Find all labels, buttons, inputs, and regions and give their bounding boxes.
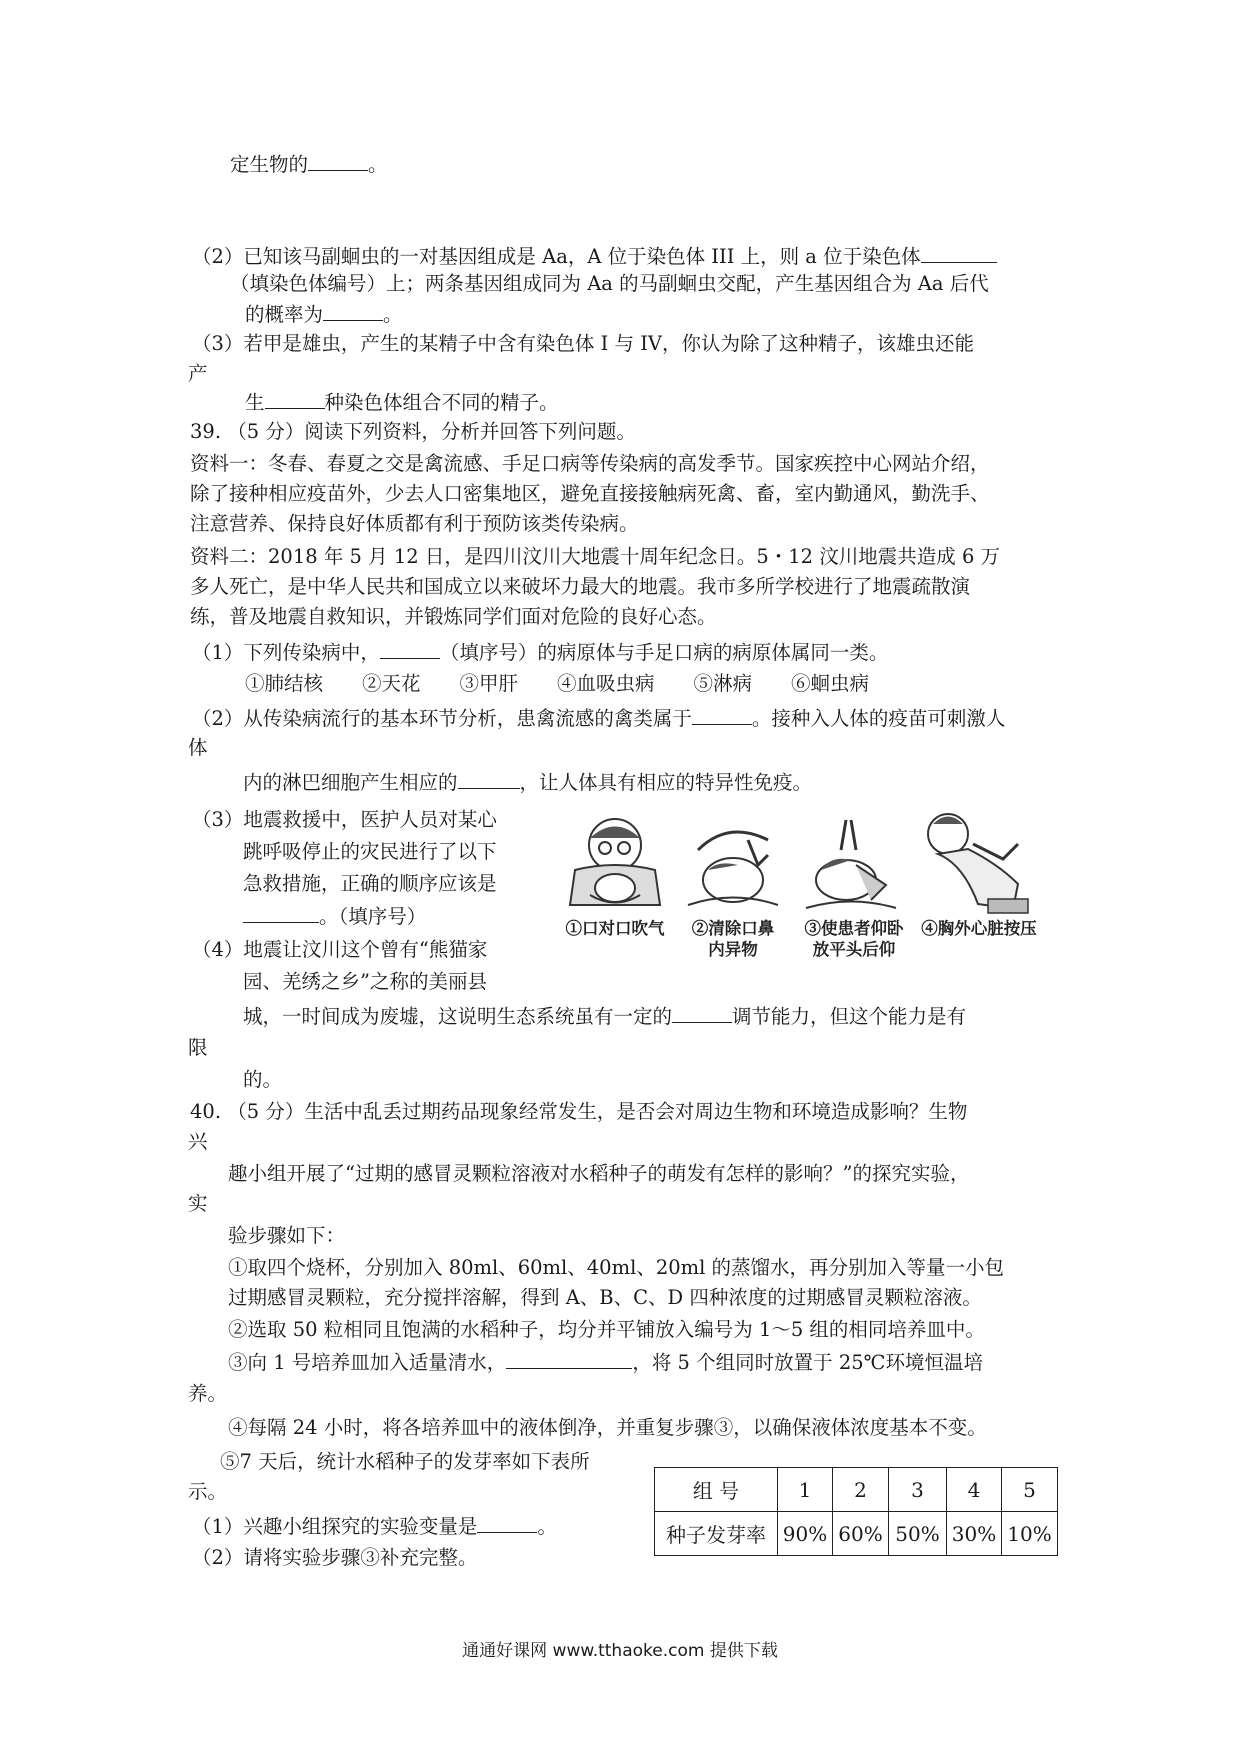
text-line <box>243 768 812 797</box>
text-line: 急救措施，正确的顺序应该是 <box>243 872 497 895</box>
caption-clear-airway-2: 内异物 <box>708 940 758 959</box>
text-line: 多人死亡，是中华人民共和国成立以来破坏力最大的地震。我市多所学校进行了地震疏散演 <box>190 575 971 598</box>
text-fragment: 。 <box>368 153 388 176</box>
text-line: ④每隔 24 小时，将各培养皿中的液体倒净，并重复步骤③，以确保液体浓度基本不变。 <box>228 1416 987 1439</box>
caption-clear-airway-1: ②清除口鼻 <box>691 919 775 938</box>
table-cell: 3 <box>889 1468 947 1512</box>
text-line <box>245 300 403 329</box>
answer-blank[interactable] <box>323 300 383 321</box>
text-line: 资料二：2018 年 5 月 12 日，是四川汶川大地震十周年纪念日。5・12 汶川地震共造成 6 万 <box>190 545 1001 568</box>
text-line: 资料一：冬春、春夏之交是禽流感、手足口病等传染病的高发季节。国家疾控中心网站介绍， <box>190 452 990 475</box>
table-cell: 50% <box>889 1512 947 1556</box>
text-line: 养。 <box>188 1382 228 1405</box>
text-line: 产 <box>188 362 208 385</box>
answer-blank[interactable] <box>458 768 520 789</box>
mouth-to-mouth-illustration <box>560 810 670 920</box>
answer-blank[interactable] <box>506 1348 632 1369</box>
options-line: ①肺结核 ②天花 ③甲肝 ④血吸虫病 ⑤淋病 ⑥蛔虫病 <box>245 672 870 695</box>
text-line: （填染色体编号）上；两条基因组成同为 Aa 的马副蛔虫交配，产生基因组合为 Aa 后代 <box>230 272 989 295</box>
germination-table <box>654 1467 1058 1556</box>
table-cell: 60% <box>833 1512 889 1556</box>
table-cell: 10% <box>1002 1512 1058 1556</box>
text-line: ①取四个烧杯，分别加入 80ml、60ml、40ml、20ml 的蒸馏水，再分别加入等量一小包 <box>228 1256 1005 1279</box>
text-fragment: 内的淋巴细胞产生相应的 <box>243 771 458 794</box>
text-line: ⑤7 天后，统计水稻种子的发芽率如下表所 <box>220 1450 590 1473</box>
page-footer: 通通好课网 www.tthaoke.com 提供下载 <box>462 1641 778 1661</box>
text-line: （4）地震让汶川这个曾有“熊猫家 <box>192 938 488 961</box>
answer-blank[interactable] <box>380 638 440 659</box>
text-fragment: （2）从传染病流行的基本环节分析，患禽流感的禽类属于 <box>192 707 692 730</box>
answer-blank[interactable] <box>692 704 752 725</box>
table-cell: 5 <box>1002 1468 1058 1512</box>
text-line: 园、羌绣之乡”之称的美丽县 <box>243 970 487 993</box>
clear-airway-illustration <box>678 810 788 920</box>
text-line: 验步骤如下： <box>228 1224 346 1247</box>
text-line: 练，普及地震自救知识，并锻炼同学们面对危险的良好心态。 <box>190 605 717 628</box>
table-row <box>655 1468 1058 1512</box>
text-line: 示。 <box>188 1480 228 1503</box>
text-fragment: （1）下列传染病中， <box>192 641 380 664</box>
chest-compression-illustration <box>918 804 1033 922</box>
text-fragment: ③向 1 号培养皿加入适量清水， <box>228 1351 507 1374</box>
text-line: 注意营养、保持良好体质都有利于预防该类传染病。 <box>190 512 639 535</box>
caption-chest-compression: ④胸外心脏按压 <box>921 919 1037 938</box>
text-fragment: 。接种入人体的疫苗可刺激人 <box>751 707 1006 730</box>
text-line: 的。 <box>243 1068 283 1091</box>
text-fragment: 调节能力，但这个能力是有 <box>732 1005 967 1028</box>
answer-blank[interactable] <box>243 902 319 923</box>
caption-mouth-to-mouth: ①口对口吹气 <box>565 919 665 938</box>
text-line: 兴 <box>188 1130 208 1153</box>
table-cell: 2 <box>833 1468 889 1512</box>
text-line: 限 <box>188 1036 208 1059</box>
text-line: 体 <box>188 736 208 759</box>
text-line: （2）请将实验步骤③补充完整。 <box>192 1546 478 1569</box>
text-line <box>192 704 1005 733</box>
text-line: 过期感冒灵颗粒，充分搅拌溶解，得到 A、B、C、D 四种浓度的过期感冒灵颗粒溶液。 <box>228 1286 982 1309</box>
text-line: 趣小组开展了“过期的感冒灵颗粒溶液对水稻种子的萌发有怎样的影响？”的探究实验， <box>228 1162 970 1185</box>
answer-blank[interactable] <box>477 1512 537 1533</box>
table-cell: 4 <box>947 1468 1002 1512</box>
text-fragment: 。 <box>537 1515 557 1538</box>
caption-tilt-head-2: 放平头后仰 <box>812 940 896 959</box>
text-line <box>243 1002 966 1031</box>
table-cell: 1 <box>778 1468 833 1512</box>
table-cell: 30% <box>947 1512 1002 1556</box>
table-header-cell: 组 号 <box>655 1468 778 1512</box>
table-header-cell: 种子发芽率 <box>655 1512 778 1556</box>
question-39-heading: 39. （5 分）阅读下列资料，分析并回答下列问题。 <box>190 420 636 443</box>
text-fragment: ，将 5 个组同时放置于 25℃环境恒温培 <box>632 1351 983 1374</box>
text-fragment: 生 <box>245 391 265 414</box>
text-line: （3）若甲是雄虫，产生的某精子中含有染色体 I 与 IV，你认为除了这种精子，该雄虫还能 <box>192 332 974 355</box>
text-fragment: 。（填序号） <box>319 905 427 928</box>
text-fragment: （填序号）的病原体与手足口病的病原体属同一类。 <box>439 641 889 664</box>
text-line: （3）地震救援中，医护人员对某心 <box>192 808 497 831</box>
text-fragment: 定生物的 <box>230 153 309 176</box>
text-line <box>230 150 388 179</box>
text-fragment: 城，一时间成为废墟，这说明生态系统虽有一定的 <box>243 1005 673 1028</box>
text-fragment: 种染色体组合不同的精子。 <box>324 391 559 414</box>
answer-blank[interactable] <box>308 150 368 171</box>
table-row <box>655 1512 1058 1556</box>
text-line: 除了接种相应疫苗外，少去人口密集地区，避免直接接触病死禽、畜，室内勤通风，勤洗手、 <box>190 482 990 505</box>
caption-tilt-head-1: ③使患者仰卧 <box>804 919 904 938</box>
answer-blank[interactable] <box>672 1002 732 1023</box>
text-fragment: 的概率为 <box>245 303 324 326</box>
answer-blank[interactable] <box>265 388 325 409</box>
text-fragment: （1）兴趣小组探究的实验变量是 <box>192 1515 478 1538</box>
text-line <box>228 1348 983 1377</box>
text-line <box>192 638 888 667</box>
tilt-head-illustration <box>796 810 906 920</box>
text-fragment: 。 <box>383 303 403 326</box>
text-line: ②选取 50 粒相同且饱满的水稻种子，均分并平铺放入编号为 1～5 组的相同培养皿中。 <box>228 1318 985 1341</box>
answer-blank[interactable] <box>921 242 997 263</box>
question-40-heading: 40. （5 分）生活中乱丢过期药品现象经常发生，是否会对周边生物和环境造成影响？生物 <box>190 1100 968 1123</box>
text-fragment: （2）已知该马副蛔虫的一对基因组成是 Aa，A 位于染色体 III 上，则 a 位于染色体 <box>192 245 921 268</box>
text-line: 跳呼吸停止的灾民进行了以下 <box>243 840 497 863</box>
text-line <box>192 1512 557 1541</box>
text-line <box>243 902 426 931</box>
table-cell: 90% <box>778 1512 833 1556</box>
text-fragment: ，让人体具有相应的特异性免疫。 <box>519 771 813 794</box>
text-line <box>245 388 559 417</box>
text-line: 实 <box>188 1192 208 1215</box>
text-line <box>192 242 997 271</box>
